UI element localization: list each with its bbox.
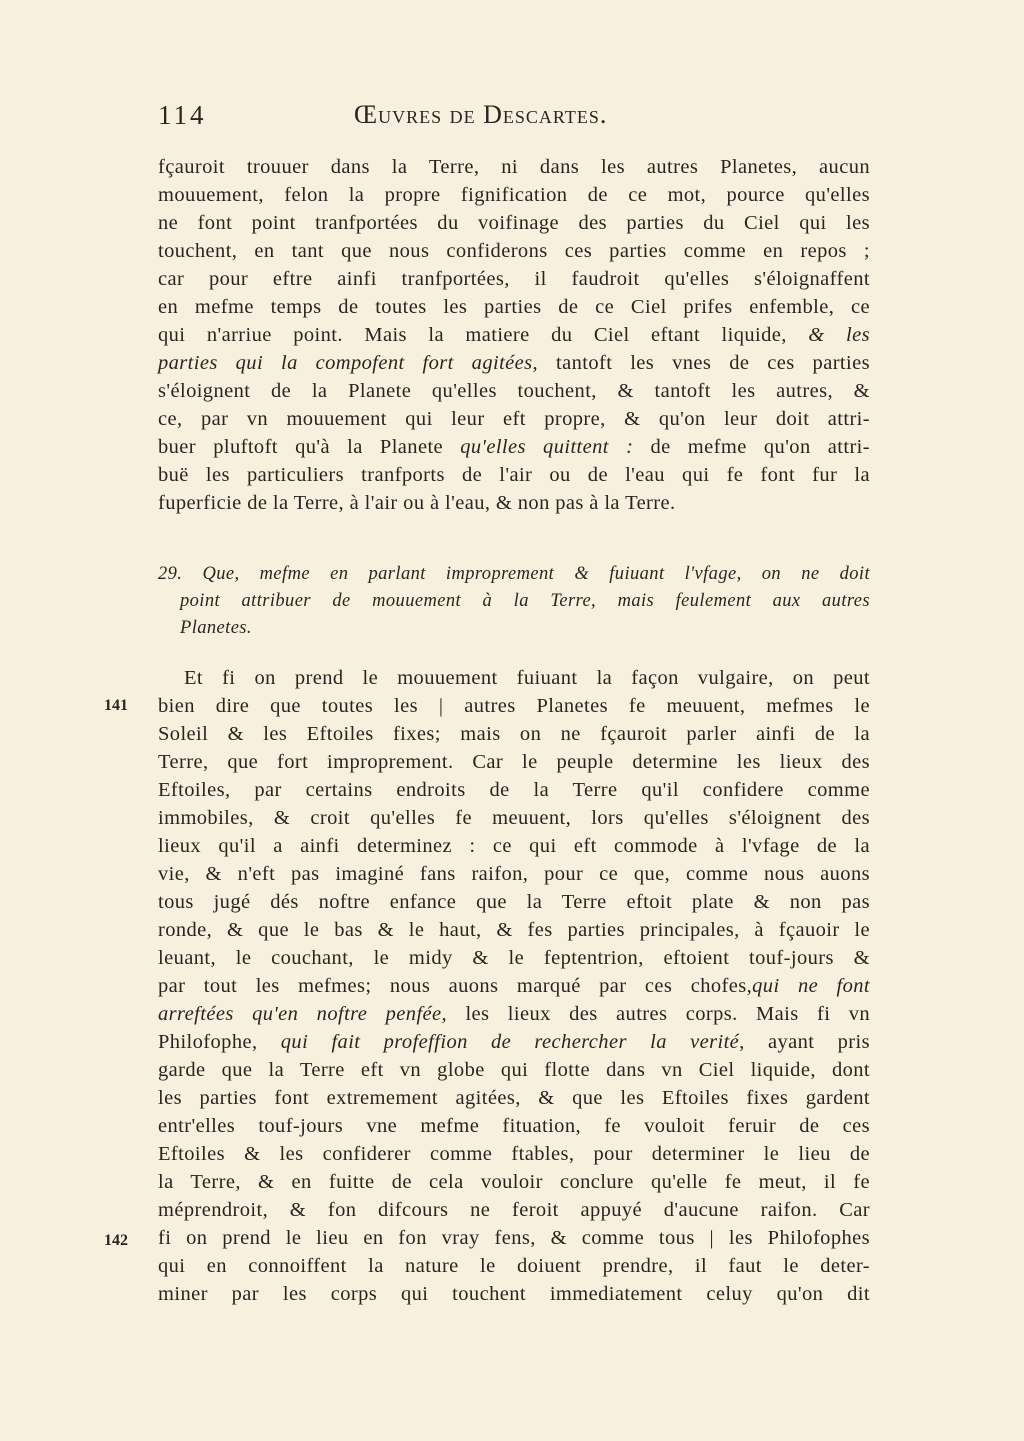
text-line: leuant, le couchant, le midy & le feptentrion, eftoient touf-jours & [158,947,870,969]
text-segment: qui n'arriue point. Mais la matiere du Ciel eftant liquide, [158,324,787,346]
text-line [158,972,870,1000]
italic-segment: qui ne font [752,975,870,997]
text-line: les parties font extremement agitées, & que les Eftoiles fixes gardent [158,1087,870,1109]
heading-line: point attribuer de mouuement à la Terre, mais feulement aux autres [180,591,870,611]
text-line: Terre, que fort improprement. Car le peuple determine les lieux des [158,751,870,773]
margin-page-number: 142 [104,1232,128,1249]
text-line [158,321,870,349]
text-line [158,349,870,377]
italic-segment: qu'elles quittent : [460,436,634,458]
text-line: vie, & n'eft pas imaginé fans raifon, pour ce que, comme nous auons [158,863,870,885]
text-line: s'éloignent de la Planete qu'elles touchent, & tantoft les autres, & [158,380,870,402]
text-line: immobiles, & croit qu'elles fe meuuent, lors qu'elles s'éloignent des [158,807,870,829]
text-segment: tantoft les vnes de ces parties [555,352,870,374]
text-line: ne font point tranfportées du voifinage des parties du Ciel qui les [158,212,870,234]
text-segment: Philofophe, [158,1031,258,1053]
text-line: tous jugé dés noftre enfance que la Terre eftoit plate & non pas [158,891,870,913]
heading-line: 29. Que, mefme en parlant improprement & fuiuant l'vfage, on ne doit [158,564,870,584]
text-line: lieux qu'il a ainfi determinez : ce qui eft commode à l'vfage de la [158,835,870,857]
text-segment: par tout les mefmes; nous auons marqué par ces chofes, [158,975,753,997]
section-heading [158,561,870,642]
text-segment: ayant pris [767,1031,870,1053]
text-line: ronde, & que le bas & le haut, & fes parties principales, à fçauoir le [158,919,870,941]
text-line: Soleil & les Eftoiles fixes; mais on ne fçauroit parler ainfi de la [158,723,870,745]
page-number: 114 [158,100,207,130]
text-line: buë les particuliers tranfports de l'air ou de l'eau qui fe font fur la [158,464,870,486]
text-segment: buer pluftoft qu'à la Planete [158,436,444,458]
page-header [158,100,870,134]
italic-segment: parties qui la compofent fort agitées, [158,352,539,374]
text-line: garde que la Terre eft vn globe qui flotte dans vn Ciel liquide, dont [158,1059,870,1081]
italic-segment: arreftées qu'en noftre penfée, [158,1003,448,1025]
text-line: mouuement, felon la propre fignification de ce mot, pource qu'elles [158,184,870,206]
italic-segment: qui fait profeffion de rechercher la verité, [280,1031,745,1053]
text-line: touchent, en tant que nous confiderons ces parties comme en repos ; [158,240,870,262]
text-line: méprendroit, & fon difcours ne feroit appuyé d'aucune raifon. Car [158,1199,870,1221]
text-line: bien dire que toutes les | autres Planetes fe meuuent, mefmes le [158,695,870,717]
paragraph-main [158,664,870,1308]
margin-page-number: 141 [104,697,128,714]
heading-line: Planetes. [180,618,252,638]
text-line: fi on prend le lieu en fon vray fens, & comme tous | les Philofophes [158,1227,870,1249]
text-segment: de mefme qu'on attri- [650,436,871,458]
italic-segment: & les [808,324,871,346]
text-line: qui en connoiffent la nature le doiuent prendre, il faut le deter- [158,1255,870,1277]
text-segment: les lieux des autres corps. Mais fi vn [465,1003,871,1025]
text-line: entr'elles touf-jours vne mefme fituation, fe vouloit feruir de ces [158,1115,870,1137]
text-line: Eftoiles, par certains endroits de la Terre qu'il confidere comme [158,779,870,801]
paragraph-continuation [158,153,870,517]
text-line: miner par les corps qui touchent immediatement celuy qu'on dit [158,1283,870,1305]
text-line: en mefme temps de toutes les parties de ce Ciel prifes enfemble, ce [158,296,870,318]
text-line [158,1000,870,1028]
text-line: fuperficie de la Terre, à l'air ou à l'eau, & non pas à la Terre. [158,492,676,514]
text-line: la Terre, & en fuitte de cela vouloir conclure qu'elle fe meut, il fe [158,1171,870,1193]
text-line [158,433,870,461]
text-line: car pour eftre ainfi tranfportées, il faudroit qu'elles s'éloignaffent [158,268,870,290]
running-title: Œuvres de Descartes. [354,100,608,129]
text-line: Et fi on prend le mouuement fuiuant la façon vulgaire, on peut [184,667,870,689]
text-line: ce, par vn mouuement qui leur eft propre, & qu'on leur doit attri- [158,408,870,430]
text-line [158,1028,870,1056]
text-line: fçauroit trouuer dans la Terre, ni dans les autres Planetes, aucun [158,156,870,178]
text-line: Eftoiles & les confiderer comme ftables, pour determiner le lieu de [158,1143,870,1165]
